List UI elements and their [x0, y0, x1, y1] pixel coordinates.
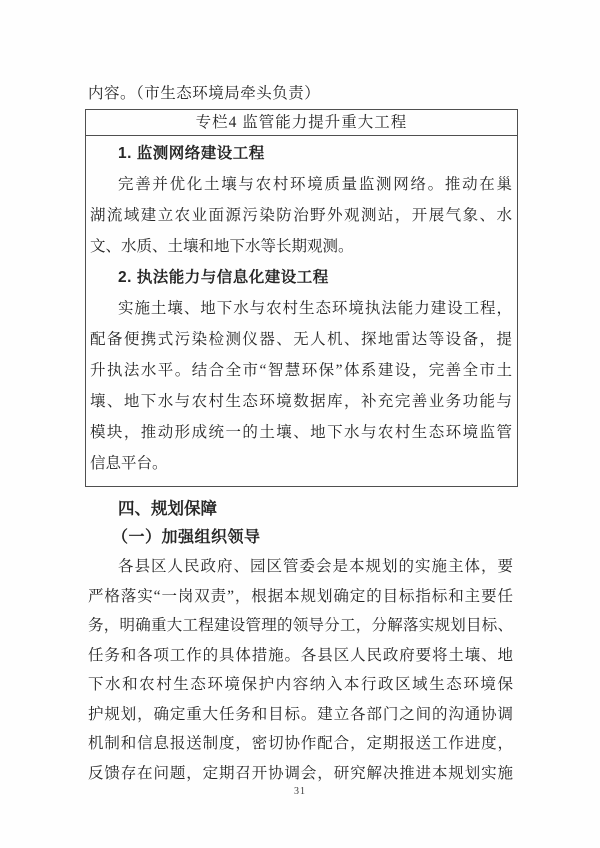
text-line: 模块，推动形成统一的土壤、地下水与农村生态环境监管 — [90, 424, 512, 441]
text-line: 实施土壤、地下水与农村生态环境执法能力建设工程， — [118, 300, 512, 317]
page-content — [85, 84, 518, 788]
page-number: 31 — [294, 786, 306, 797]
section-heading: 四、规划保障 — [118, 500, 217, 518]
text-line: 护规划，确定重大任务和目标。建立各部门之间的沟通协调 — [88, 705, 513, 723]
intro-line: 内容。（市生态环境局牵头负责） — [88, 85, 321, 102]
text-line: 完善并优化土壤与农村环境质量监测网络。推动在巢 — [118, 176, 512, 193]
text-line: 升执法水平。结合全市“智慧环保”体系建设，完善全市土 — [90, 362, 512, 379]
main-section — [85, 496, 513, 788]
text-line: 机制和信息报送制度，密切协作配合，定期报送工作进度， — [88, 735, 513, 752]
section-paragraph — [88, 552, 513, 788]
text-line: 各县区人民政府、园区管委会是本规划的实施主体，要 — [118, 558, 513, 575]
box-section-1-heading: 1. 监测网络建设工程 — [118, 145, 265, 162]
callout-box — [85, 109, 518, 487]
callout-box-title: 专栏4 监管能力提升重大工程 — [86, 110, 517, 136]
text-line: 严格落实“一岗双责”，根据本规划确定的目标指标和主要任 — [88, 587, 513, 605]
text-line: 湖流域建立农业面源污染防治野外观测站，开展气象、水 — [90, 207, 512, 224]
text-line: 任务和各项工作的具体措施。各县区人民政府要将土壤、地 — [88, 646, 513, 664]
text-line: 配备便携式污染检测仪器、无人机、探地雷达等设备，提 — [90, 331, 512, 348]
section-subheading: （一）加强组织领导 — [112, 529, 261, 546]
text-line: 反馈存在问题，定期召开协调会，研究解决推进本规划实施 — [88, 764, 513, 782]
text-line: 务，明确重大工程建设管理的领导分工，分解落实规划目标、 — [88, 617, 513, 634]
text-line: 信息平台。 — [90, 455, 168, 472]
text-line: 下水和农村生态环境保护内容纳入本行政区域生态环境保 — [88, 676, 513, 693]
callout-box-body — [86, 136, 517, 486]
box-section-2-heading: 2. 执法能力与信息化建设工程 — [118, 269, 329, 286]
text-line: 壤、地下水与农村生态环境数据库，补充完善业务功能与 — [90, 393, 512, 410]
text-line: 文、水质、土壤和地下水等长期观测。 — [90, 238, 354, 255]
